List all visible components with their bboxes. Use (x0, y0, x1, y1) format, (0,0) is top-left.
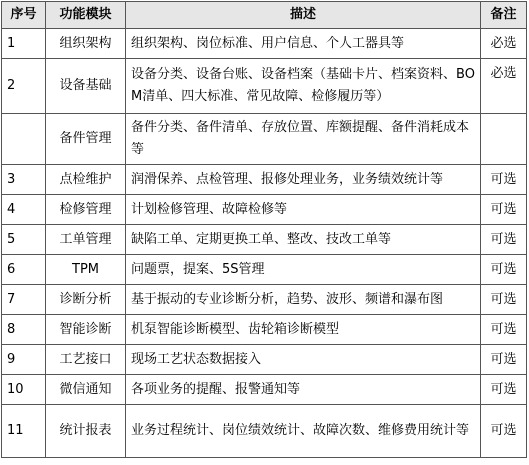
table-row (2, 255, 527, 285)
row-num: 10 (2, 375, 46, 405)
table-row (2, 59, 527, 114)
table-row (2, 315, 527, 345)
row-num: 6 (2, 255, 46, 285)
row-desc: 备件分类、备件清单、存放位置、库额提醒、备件消耗成本等 (126, 114, 481, 165)
row-note: 必选 (481, 59, 527, 114)
row-module: 点检维护 (46, 165, 126, 195)
row-module: 微信通知 (46, 375, 126, 405)
row-desc: 现场工艺状态数据接入 (126, 345, 481, 375)
row-num: 1 (2, 29, 46, 59)
table-row (2, 195, 527, 225)
table-row (2, 114, 527, 165)
row-note: 可选 (481, 285, 527, 315)
module-table-container (1, 1, 527, 458)
row-module: 智能诊断 (46, 315, 126, 345)
row-num: 3 (2, 165, 46, 195)
row-note: 可选 (481, 225, 527, 255)
row-num: 9 (2, 345, 46, 375)
row-num: 4 (2, 195, 46, 225)
row-module: 备件管理 (46, 114, 126, 165)
row-module: 组织架构 (46, 29, 126, 59)
table-header-row (2, 2, 527, 29)
row-module: 工艺接口 (46, 345, 126, 375)
table-row (2, 375, 527, 405)
header-module: 功能模块 (46, 2, 126, 29)
table-row (2, 225, 527, 255)
row-note: 可选 (481, 345, 527, 375)
row-desc: 设备分类、设备台账、设备档案（基础卡片、档案资料、BOM清单、四大标准、常见故障、检修履历等） (126, 59, 481, 114)
table-row (2, 165, 527, 195)
row-desc: 机泵智能诊断模型、齿轮箱诊断模型 (126, 315, 481, 345)
table-row (2, 345, 527, 375)
row-num: 7 (2, 285, 46, 315)
row-note: 可选 (481, 255, 527, 285)
row-desc: 组织架构、岗位标准、用户信息、个人工器具等 (126, 29, 481, 59)
row-desc: 计划检修管理、故障检修等 (126, 195, 481, 225)
header-note: 备注 (481, 2, 527, 29)
row-desc: 润滑保养、点检管理、报修处理业务，业务绩效统计等 (126, 165, 481, 195)
row-note: 可选 (481, 375, 527, 405)
row-module: 统计报表 (46, 405, 126, 458)
row-note: 可选 (481, 165, 527, 195)
table-row (2, 285, 527, 315)
row-desc: 业务过程统计、岗位绩效统计、故障次数、维修费用统计等 (126, 405, 481, 458)
row-note: 必选 (481, 29, 527, 59)
row-module: 工单管理 (46, 225, 126, 255)
row-num: 2 (2, 59, 46, 114)
row-num: 8 (2, 315, 46, 345)
row-module: 设备基础 (46, 59, 126, 114)
table-row (2, 405, 527, 458)
row-desc: 各项业务的提醒、报警通知等 (126, 375, 481, 405)
row-module: 诊断分析 (46, 285, 126, 315)
module-table (1, 1, 527, 458)
row-desc: 缺陷工单、定期更换工单、整改、技改工单等 (126, 225, 481, 255)
row-module: TPM (46, 255, 126, 285)
row-note: 可选 (481, 405, 527, 458)
row-module: 检修管理 (46, 195, 126, 225)
row-note: 可选 (481, 195, 527, 225)
row-num: 11 (2, 405, 46, 458)
header-desc: 描述 (126, 2, 481, 29)
row-desc: 基于振动的专业诊断分析，趋势、波形、频谱和瀑布图 (126, 285, 481, 315)
row-num (2, 114, 46, 165)
row-note: 可选 (481, 315, 527, 345)
header-num: 序号 (2, 2, 46, 29)
row-note (481, 114, 527, 165)
row-desc: 问题票，提案、5S管理 (126, 255, 481, 285)
row-num: 5 (2, 225, 46, 255)
table-row (2, 29, 527, 59)
